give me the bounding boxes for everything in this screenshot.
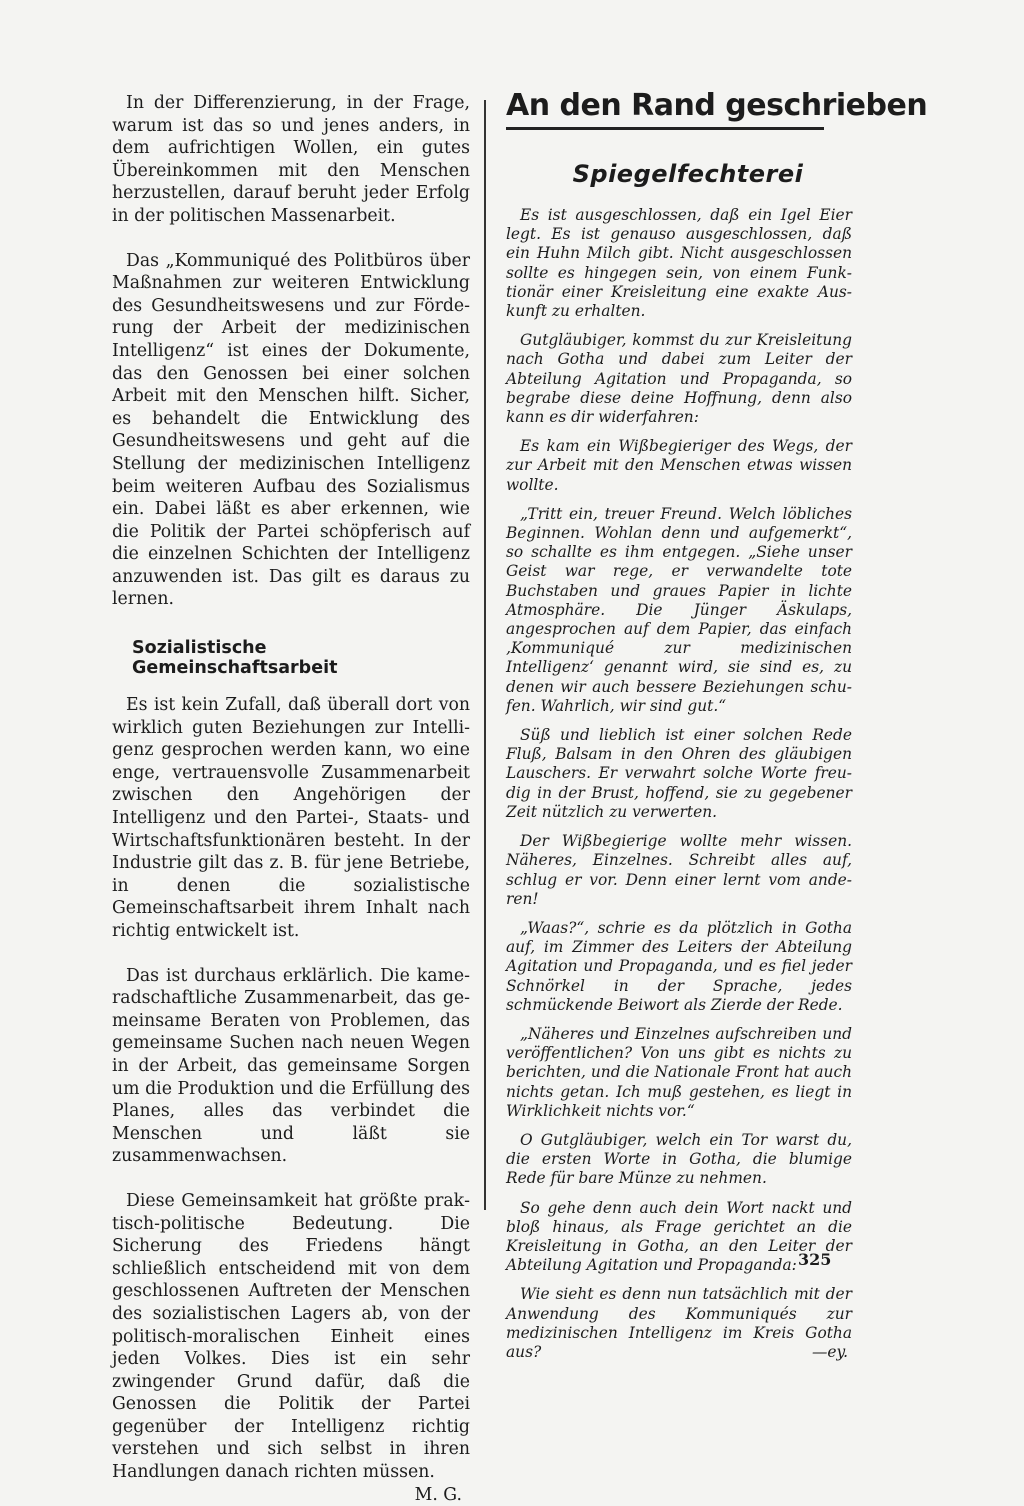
page-number: 325 xyxy=(798,1250,832,1269)
left-column xyxy=(112,92,470,1506)
paragraph-text: Wie sieht es denn nun tatsächlich mit der Anwendung des Kommuniqués zur medizinischen Intelligenz im Kreis Gotha aus? xyxy=(506,1285,852,1361)
paragraph: Es ist ausgeschlossen, daß ein Igel Eier legt. Es ist genauso ausgeschlossen, daß ein Huhn Milch gibt. Nicht ausgeschlossen sollte es hingegen sein, von einem Funktionär einer Kreisleitung eine exakte Auskunft zu erhalten. xyxy=(506,206,852,321)
paragraph: „Tritt ein, treuer Freund. Welch löbliches Beginnen. Wohlan denn und aufgemerkt“, so schallte es ihm entgegen. „Siehe unser Geist war rege, er verwandelte tote Buchstaben und graues Papier in lichte Atmosphäre. Die Jünger Äskulaps, angesprochen auf dem Papier, das einfach ‚Kommuniqué zur medizinischen Intelligenz‘ genannt wird, sie sind es, zu denen wir auch bessere Beziehungen schufen. Wahrlich, wir sind gut.“ xyxy=(506,504,852,715)
paragraph: So gehe denn auch dein Wort nackt und bloß hinaus, als Frage gerichtet an die Kreisleitung in Gotha, an den Leiter der Abteilung Agitation und Propaganda: xyxy=(506,1198,852,1275)
paragraph: O Gutgläubiger, welch ein Tor warst du, die ersten Worte in Gotha, die blumige Rede für bare Münze zu nehmen. xyxy=(506,1130,852,1188)
section-title: An den Rand geschrieben xyxy=(506,88,824,130)
paragraph xyxy=(506,1285,852,1362)
paragraph: Es kam ein Wißbegieriger des Wegs, der zur Arbeit mit den Menschen etwas wissen wollte. xyxy=(506,437,852,494)
column-divider xyxy=(484,100,486,1210)
paragraph xyxy=(112,1190,470,1505)
paragraph: „Näheres und Einzelnes aufschreiben und veröffentlichen? Von uns gibt es nichts zu berichten, und die Nationale Front hat auch nichts getan. Ich muß gestehen, es liegt in Wirklichkeit nichts vor.“ xyxy=(506,1024,852,1120)
subheading: Sozialistische Gemeinschaftsarbeit xyxy=(132,638,338,679)
right-column xyxy=(506,88,928,1362)
paragraph: In der Differenzierung, in der Frage, warum ist das so und jenes anders, in dem aufrichtigen Wollen, ein gutes Übereinkommen mit den Menschen herzustellen, darauf beruht jeder Erfolg in der politischen Massenarbeit. xyxy=(112,93,470,226)
paragraph-text: Diese Gemeinsamkeit hat größte praktisch-politische Bedeutung. Die Sicherung des Friedens hängt schließlich entscheidend mit von dem geschlossenen Auftreten der Menschen des sozialistischen Lagers ab, von der politisch-moralischen Einheit eines jeden Volkes. Dies ist ein sehr zwingender Grund dafür, daß die Genossen die Politik der Partei gegenüber der Intelligenz richtig verstehen und sich selbst in ihren Handlungen danach richten müssen. xyxy=(112,1190,470,1483)
paragraph: Das ist durchaus erklärlich. Die kameradschaftliche Zusammenarbeit, das gemeinsame Beraten von Problemen, das gemeinsame Suchen nach neuen Wegen in der Arbeit, das gemeinsame Sorgen um die Produktion und die Erfüllung des Planes, alles das verbindet die Menschen und läßt sie zusammenwachsen. xyxy=(112,965,470,1167)
paragraph: Das „Kommuniqué des Politbüros über Maßnahmen zur weiteren Entwicklung des Gesundheitswesens und zur Förderung der Arbeit der medizinischen Intelligenz“ ist eines der Dokumente, das den Genossen bei einer solchen Arbeit mit den Menschen hilft. Sicher, es behandelt die Entwicklung des Gesundheitswesens und geht auf die Stellung der medizinischen Intelligenz beim weiteren Aufbau des Sozialismus ein. Dabei läßt es aber erkennen, wie die Politik der Partei schöpferisch auf die einzelnen Schichten der Intelligenz anzuwenden ist. Das gilt es daraus zu lernen. xyxy=(112,250,470,610)
article-headline: Spiegelfechterei xyxy=(572,160,804,188)
author-signature: M. G. xyxy=(414,1484,462,1505)
paragraph: Gutgläubiger, kommst du zur Kreisleitung nach Gotha und dabei zum Leiter der Abteilung Agitation und Propaganda, so begrabe diese deine Hoffnung, denn also kann es dir widerfahren: xyxy=(506,331,852,427)
paragraph: „Waas?“, schrie es da plötzlich in Gotha auf, im Zimmer des Leiters der Abteilung Agitation und Propaganda, und es fiel jeder Schnörkel in der Sprache, jedes schmückende Beiwort als Zierde der Rede. xyxy=(506,918,852,1014)
paragraph: Süß und lieblich ist einer solchen Rede Fluß, Balsam in den Ohren des gläubigen Lauschers. Er verwahrt solche Worte freudig in der Brust, hoffend, sie zu gegebener Zeit nützlich zu verwerten. xyxy=(506,726,852,821)
author-signature: —ey. xyxy=(811,1342,848,1361)
paragraph: Der Wißbegierige wollte mehr wissen. Näheres, Einzelnes. Schreibt alles auf, schlug er vor. Denn einer lernt vom anderen! xyxy=(506,832,852,908)
paragraph: Es ist kein Zufall, daß überall dort von wirklich guten Beziehungen zur Intelligenz gesprochen werden kann, wo eine enge, vertrauensvolle Zusammenarbeit zwischen den Angehörigen der Intelligenz und den Partei-, Staats- und Wirtschaftsfunktionären besteht. In der Industrie gilt das z. B. für jene Betriebe, in denen die sozialistische Gemeinschaftsarbeit ihrem Inhalt nach richtig entwickelt ist. xyxy=(112,695,470,941)
